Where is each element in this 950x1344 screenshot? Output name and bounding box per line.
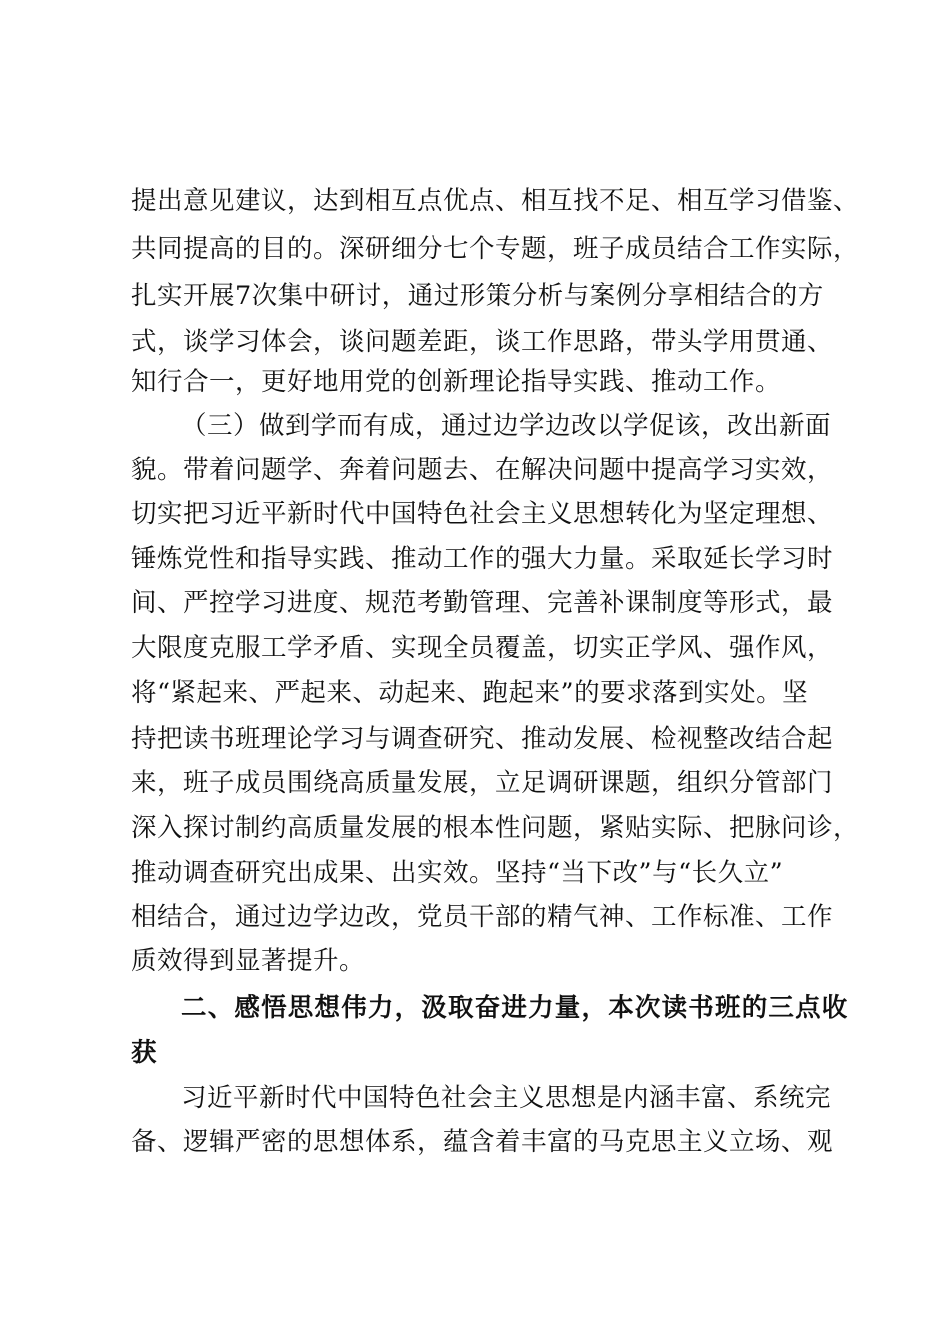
text-line: 来，班子成员围绕高质量发展，立足调研课题，组织分管部门: [131, 768, 834, 798]
section-heading-continued: 获: [131, 1038, 158, 1068]
text-line: 备、逻辑严密的思想体系，蕴含着丰富的马克思主义立场、观: [131, 1127, 834, 1157]
paragraph-start: 习近平新时代中国特色社会主义思想是内涵丰富、系统完: [181, 1083, 832, 1113]
text-line: 切实把习近平新时代中国特色社会主义思想转化为坚定理想、: [131, 499, 834, 529]
text-line: 推动调查研究出成果、出实效。坚持“当下改”与“长久立”: [131, 858, 784, 888]
text-line: 扎实开展7次集中研讨，通过形策分析与案例分享相结合的方: [131, 281, 824, 311]
section-heading: 二、感悟思想伟力，汲取奋进力量，本次读书班的三点收: [181, 993, 849, 1023]
text-line: 深入探讨制约高质量发展的根本性问题，紧贴实际、把脉问诊，: [131, 813, 860, 843]
text-line: 间、严控学习进度、规范考勤管理、完善补课制度等形式，最: [131, 588, 834, 618]
text-line: 提出意见建议，达到相互点优点、相互找不足、相互学习借鉴、: [131, 186, 860, 216]
text-line: 式，谈学习体会，谈问题差距，谈工作思路，带头学用贯通、: [131, 327, 834, 357]
text-line: 质效得到显著提升。: [131, 946, 366, 976]
text-line: 大限度克服工学矛盾、实现全员覆盖，切实正学风、强作风，: [131, 633, 834, 663]
section-paragraph-start: （三）做到学而有成，通过边学边改以学促该，改出新面: [181, 411, 832, 441]
text-line: 持把读书班理论学习与调查研究、推动发展、检视整改结合起: [131, 724, 834, 754]
text-line: 知行合一，更好地用党的创新理论指导实践、推动工作。: [131, 367, 782, 397]
text-line: 貌。带着问题学、奔着问题去、在解决问题中提高学习实效，: [131, 455, 834, 485]
text-line: 将“紧起来、严起来、动起来、跑起来”的要求落到实处。坚: [131, 678, 809, 708]
text-line: 相结合，通过边学边改，党员干部的精气神、工作标准、工作: [131, 902, 834, 932]
text-line: 锤炼党性和指导实践、推动工作的强大力量。采取延长学习时: [131, 544, 834, 574]
text-line: 共同提高的目的。深研细分七个专题，班子成员结合工作实际，: [131, 234, 860, 264]
